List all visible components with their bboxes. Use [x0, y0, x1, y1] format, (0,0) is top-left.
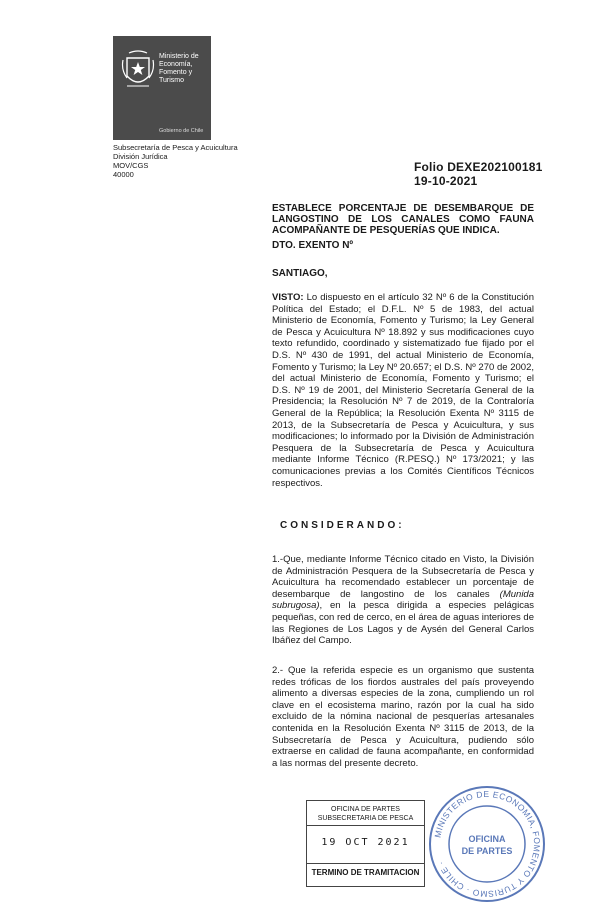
government-label: Gobierno de Chile	[159, 128, 204, 134]
visto-label: VISTO:	[272, 292, 304, 303]
folio-block	[414, 160, 543, 188]
decree-number: DTO. EXENTO Nº	[272, 240, 354, 251]
document-title: ESTABLECE PORCENTAJE DE DESEMBARQUE DE LANGOSTINO DE LOS CANALES COMO FAUNA ACOMPAÑANTE DE PESQUERÍAS QUE INDICA.	[272, 203, 534, 236]
seal-center-line1: OFICINA	[468, 834, 506, 844]
seal-center-line2: DE PARTES	[461, 846, 513, 856]
government-logo	[113, 36, 211, 140]
considerando-heading: CONSIDERANDO:	[280, 520, 405, 531]
visto-paragraph	[272, 292, 534, 489]
folio-date: 19-10-2021	[414, 174, 478, 188]
stamp-divider	[307, 825, 424, 826]
visto-text: Lo dispuesto en el artículo 32 Nº 6 de la Constitución Política del Estado; el D.F.L. Nº 5 de 1983, del actual Ministerio de Economía, Fomento y Turismo; la Ley General de Pesca y Acuicultura Nº 18.892 y sus modificaciones cuyo texto refundido, coordinado y sistematizado fue fijado por el D.S. Nº 430 de 1991, del actual Ministerio de Economía, Fomento y Turismo; la Ley Nº 20.657; el D.S. Nº 270 de 2002, del actual Ministerio de Economía, Fomento y Turismo; el D.S. Nº 19 de 2001, del Ministerio Secretaría General de la Presidencia; la Resolución Nº 7 de 2019, de la Contraloría General de la República; la Resolución Exenta Nº 3115 de 2013, de la Subsecretaría de Pesca y Acuicultura, y sus modificaciones; lo informado por la División de Administración Pesquera de la Subsecretaría de Pesca y Acuicultura mediante Informe Técnico (R.PESQ.) Nº 173/2021; y las comunicaciones previas a los Comités Científicos Técnicos respectivos.	[272, 292, 534, 489]
stamp-subsecretaria: SUBSECRETARIA DE PESCA	[317, 815, 414, 822]
folio-number: Folio DEXE202100181	[414, 160, 543, 174]
considerando-2-paragraph: 2.- Que la referida especie es un organismo que sustenta redes tróficas de los fiordos australes del país proveyendo alimento a diversas especies de la zona, cumpliendo un rol clave en el ecosistema marino, razón por la cual ha sido excluido de la nómina nacional de pesquerías artesanales contenida en la Resolución Exenta Nº 3115 de 2013, de la Subsecretaría de Pesca y Acuicultura, pudiendo sólo extraerse en calidad de fauna acompañante, en conformidad a las normas del presente decreto.	[272, 665, 534, 769]
stamp-status: TERMINO DE TRAMITACION	[311, 868, 420, 877]
seal-ring-text: MINISTERIO DE ECONOMIA, FOMENTO Y TURISMO · CHILE ·	[432, 788, 543, 900]
reception-stamp	[306, 800, 425, 887]
city-line: SANTIAGO,	[272, 268, 328, 279]
coat-of-arms-icon	[121, 50, 155, 94]
department-line: 40000	[113, 170, 134, 179]
department-block	[113, 143, 238, 179]
species-name: (Munida subrugosa)	[272, 588, 534, 612]
considerando-1-paragraph: 1.-Que, mediante Informe Técnico citado en Visto, la División de Administración Pesquera de la Subsecretaría de Pesca y Acuicultura ha recomendado establecer un porcentaje de desembarque de langostino de los canales (Munida subrugosa), en la pesca dirigida a especies pelágicas pequeñas, con red de cerco, en el área de aguas interiores de las Regiones de Los Lagos y de Aysén del General Carlos Ibáñez del Campo.	[272, 554, 534, 647]
ministry-name: Ministerio de Economía, Fomento y Turismo	[159, 53, 199, 84]
ministry-seal	[427, 784, 547, 904]
department-line: MOV/CGS	[113, 161, 149, 170]
stamp-divider	[307, 863, 424, 864]
department-line: División Jurídica	[113, 152, 168, 161]
stamp-office: OFICINA DE PARTES	[331, 806, 400, 813]
stamp-date: 19 OCT 2021	[321, 837, 410, 848]
department-line: Subsecretaría de Pesca y Acuicultura	[113, 143, 238, 152]
